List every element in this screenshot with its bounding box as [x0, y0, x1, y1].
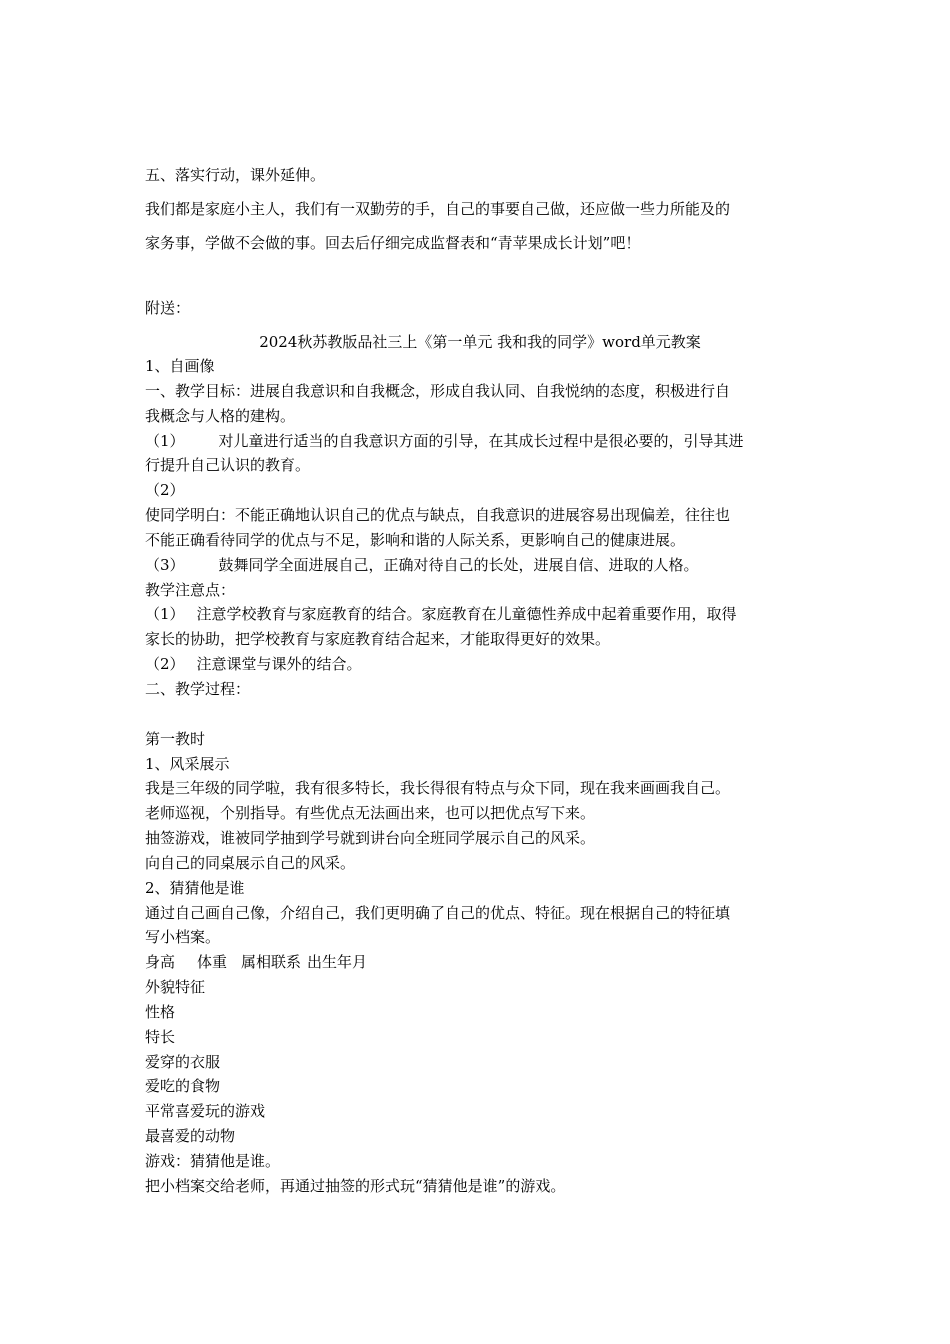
section-heading: 二、教学过程： [145, 679, 251, 698]
section-five-paragraph-line-2: 家务事，学做不会做的事。回去后仔细完成监督表和“青苹果成长计划”吧！ [145, 234, 641, 252]
lesson-plan-body [145, 354, 815, 1199]
field-birth: 出生年月 [307, 953, 368, 972]
blank-line [145, 702, 815, 727]
profile-field: 特长 [145, 1027, 176, 1046]
lesson-period-heading: 第一教时 [145, 729, 206, 748]
profile-field: 性格 [145, 1002, 176, 1021]
lesson-heading: 1、自画像 [145, 357, 215, 375]
paragraph-line: 使同学明白：不能正确地认识自己的优点与缺点，自我意识的进展容易出现偏差，往往也 [145, 506, 731, 525]
paragraph-line: 老师巡视，个别指导。有些优点无法画出来，也可以把优点写下来。 [145, 804, 596, 823]
paragraph-line: 把小档案交给老师，再通过抽签的形式玩“猜猜他是谁”的游戏。 [145, 1176, 566, 1195]
field-zodiac: 属相联系 [241, 953, 302, 972]
appendix-label: 附送： [145, 299, 191, 317]
paragraph-line: 抽签游戏，谁被同学抽到学号就到讲台向全班同学展示自己的风采。 [145, 829, 596, 848]
paragraph-line: 写小档案。 [145, 928, 221, 947]
paragraph-line: 通过自己画自己像，介绍自己，我们更明确了自己的优点、特征。现在根据自己的特征填 [145, 903, 731, 922]
document-title: 2024秋苏教版品社三上《第一单元 我和我的同学》word单元教案 [259, 333, 701, 351]
paragraph-line: 家长的协助，把学校教育与家庭教育结合起来，才能取得更好的效果。 [145, 630, 611, 649]
item-number: （2） [145, 481, 185, 500]
item-text: 注意学校教育与家庭教育的结合。家庭教育在儿童德性养成中起着重要作用，取得 [196, 605, 737, 624]
section-five-heading: 五、落实行动，课外延伸。 [145, 166, 326, 184]
section-five [145, 158, 815, 260]
item-number: （2） [145, 655, 185, 674]
numbered-item [145, 652, 815, 677]
paragraph-line: 我是三年级的同学啦，我有很多特长，我长得很有特点与众下同，现在我来画画我自己。 [145, 779, 731, 798]
numbered-item [145, 553, 815, 578]
paragraph-line: 向自己的同桌展示自己的风采。 [145, 853, 356, 872]
section-heading: 教学注意点： [145, 580, 236, 599]
paragraph-line: 我概念与人格的建构。 [145, 406, 296, 425]
section-five-paragraph-line-1: 我们都是家庭小主人，我们有一双勤劳的手，自己的事要自己做，还应做一些力所能及的 [145, 200, 731, 218]
item-text: 注意课堂与课外的结合。 [196, 655, 362, 674]
item-number: （1） [145, 431, 185, 450]
paragraph-line: 一、教学目标：进展自我意识和自我概念，形成自我认同、自我悦纳的态度，积极进行自 [145, 381, 731, 400]
field-height: 身高 [145, 953, 176, 972]
item-number: （3） [145, 555, 185, 574]
profile-field: 平常喜爱玩的游戏 [145, 1102, 266, 1121]
paragraph-line: 不能正确看待同学的优点与不足，影响和谐的人际关系，更影响自己的健康进展。 [145, 530, 686, 549]
profile-field: 最喜爱的动物 [145, 1127, 236, 1146]
profile-field: 外貌特征 [145, 978, 206, 997]
profile-fields-row [145, 950, 815, 975]
paragraph-line: 游戏：猜猜他是谁。 [145, 1152, 281, 1170]
profile-field: 爱穿的衣服 [145, 1052, 221, 1071]
item-text: 鼓舞同学全面进展自己，正确对待自己的长处，进展自信、进取的人格。 [218, 555, 699, 574]
field-weight: 体重 [197, 953, 228, 972]
profile-field: 爱吃的食物 [145, 1077, 221, 1096]
paragraph-line: 行提升自己认识的教育。 [145, 456, 311, 475]
numbered-item [145, 602, 815, 627]
item-number: （1） [145, 605, 185, 624]
activity-heading: 2、猜猜他是谁 [145, 878, 245, 897]
numbered-item [145, 429, 815, 454]
activity-heading: 1、风采展示 [145, 754, 230, 773]
item-text: 对儿童进行适当的自我意识方面的引导，在其成长过程中是很必要的，引导其进 [218, 431, 744, 450]
